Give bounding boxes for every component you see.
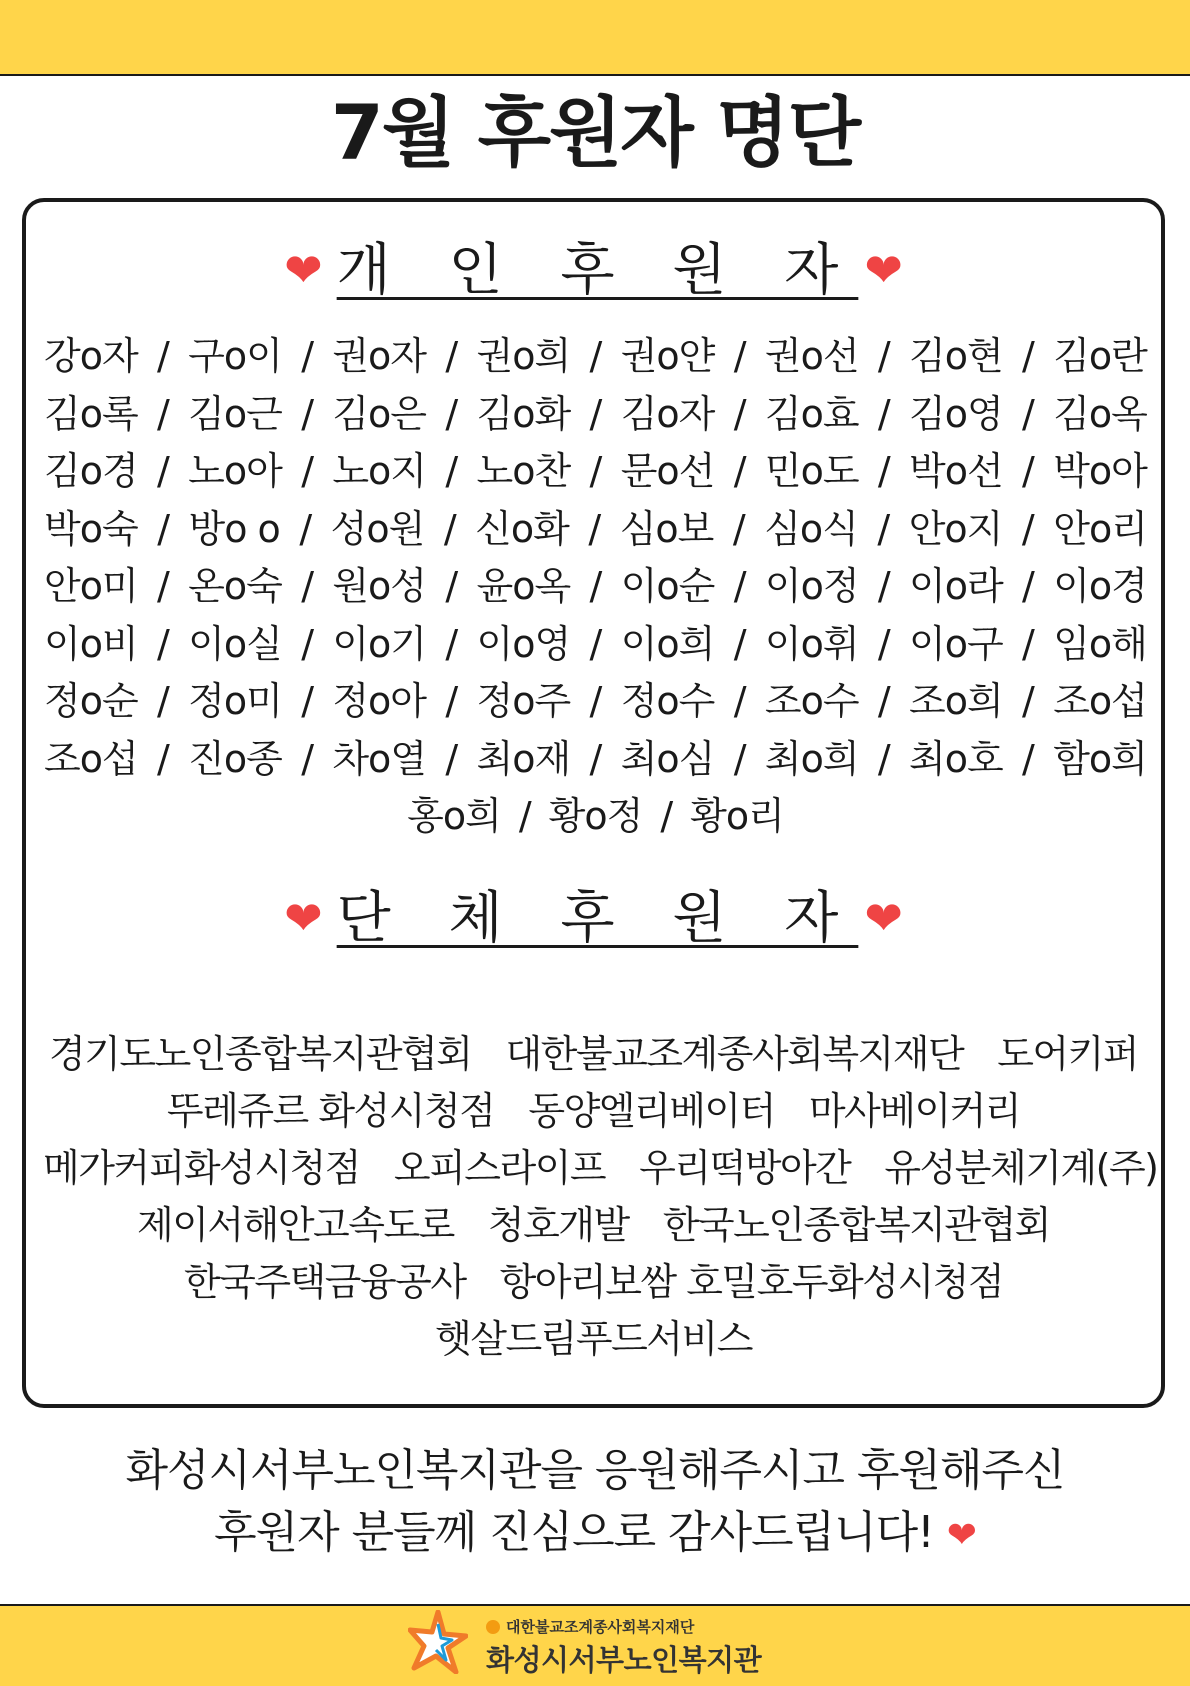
donor-name: 이o희 [620,621,715,666]
separator: / [589,679,602,723]
org-name: 도어키퍼 [997,1032,1139,1076]
donor-row [44,558,1147,616]
org-name: 우리떡방아간 [639,1146,851,1190]
heart-icon: ❤ [284,890,323,945]
separator: / [733,679,746,723]
page-title: 7월 후원자 명단 [330,88,860,177]
donor-name: 성o원 [330,506,425,551]
org-name: 오피스라이프 [393,1146,606,1190]
donor-name: 노o지 [332,449,427,493]
separator: / [157,564,169,608]
separator: / [301,564,313,608]
separator: / [301,449,313,493]
org-line [26,1311,1161,1368]
donor-name: 이o라 [909,564,1003,608]
donor-name: 이o휘 [764,621,859,666]
separator: / [301,736,313,781]
separator: / [445,449,458,493]
donor-name: 최o심 [620,736,715,781]
donor-name: 최o호 [909,736,1003,781]
separator: / [877,449,890,493]
donor-name: 민o도 [764,449,859,493]
donor-row [44,673,1147,731]
donor-name: 정o주 [476,679,571,723]
org-name: 경기도노인종합복지관협회 [48,1032,472,1076]
heart-icon: ❤ [946,1515,976,1556]
donor-name: 권o자 [332,334,427,378]
donor-name: 최o재 [476,736,571,781]
donor-name: 김o영 [909,391,1003,436]
donor-name: 이o정 [764,564,859,608]
separator: / [589,736,602,781]
separator: / [1022,334,1034,378]
donor-list-box [22,198,1165,1408]
donor-name: 황o리 [690,794,784,838]
separator: / [660,794,673,838]
donor-name: 조o섭 [44,736,138,781]
separator: / [733,621,746,666]
separator: / [877,334,890,378]
donor-name: 원o성 [332,564,427,608]
donor-name: 김o경 [44,449,138,493]
donor-name: 김o은 [332,391,427,436]
org-name: 한국주택금융공사 [183,1260,466,1304]
organization-heading [26,884,1161,957]
separator: / [1021,506,1034,551]
separator: / [157,679,169,723]
separator: / [445,679,458,723]
donor-name: 임o해 [1053,621,1147,666]
separator: / [445,391,458,436]
separator: / [443,506,456,551]
footer-foundation [486,1616,694,1637]
org-name: 메가커피화성시청점 [43,1146,360,1190]
separator: / [588,506,601,551]
donor-name: 최o희 [764,736,859,781]
separator: / [589,391,602,436]
donor-name: 심o식 [764,506,858,551]
separator: / [445,564,458,608]
donor-name: 김o자 [620,391,715,436]
donor-name: 박o숙 [44,506,138,551]
separator: / [157,391,169,436]
org-line [26,1197,1161,1254]
donor-name: 구o이 [188,334,282,378]
separator: / [1022,736,1034,781]
donor-name: 이o비 [44,621,138,666]
separator: / [445,621,458,666]
donor-name: 김o근 [188,391,282,436]
donor-row [44,788,1147,846]
separator: / [733,334,746,378]
donor-row [44,443,1147,501]
separator: / [1022,564,1034,608]
heart-icon: ❤ [284,242,323,297]
donor-name: 이o영 [476,621,571,666]
org-name: 대한불교조계종사회복지재단 [505,1032,964,1076]
donor-name: 조o희 [909,679,1003,723]
donor-row [44,328,1147,386]
org-line [26,1026,1161,1083]
separator: / [518,794,531,838]
donor-name: 황o정 [548,794,643,838]
separator: / [157,334,169,378]
thanks-message [0,1440,1190,1567]
donor-name: 이o실 [188,621,282,666]
donor-name: 정o순 [44,679,138,723]
thanks-line-2 [0,1502,1190,1567]
donor-name: 권o얀 [620,334,715,378]
individual-donor-list [44,328,1147,846]
org-name: 뚜레쥬르 화성시청점 [166,1089,495,1133]
separator: / [1022,679,1034,723]
donor-row [44,386,1147,444]
donor-row [44,616,1147,674]
donor-row [44,731,1147,789]
separator: / [877,391,890,436]
separator: / [732,506,745,551]
separator: / [589,334,602,378]
separator: / [1022,449,1034,493]
donor-name: 권o선 [764,334,859,378]
separator: / [877,736,890,781]
separator: / [589,449,602,493]
organization-heading-text: 단 체 후 원 자 [336,886,859,951]
org-line [26,1083,1161,1140]
star-logo-icon [408,1610,468,1674]
donor-name: 방o o [188,506,280,551]
org-name: 햇살드림푸드서비스 [435,1317,752,1361]
separator: / [301,391,313,436]
donor-name: 조o섭 [1053,679,1147,723]
donor-name: 이o구 [909,621,1003,666]
donor-name: 함o희 [1053,736,1147,781]
donor-name: 강o자 [44,334,138,378]
donor-name: 진o종 [188,736,282,781]
individual-heading [26,236,1161,309]
donor-name: 노o아 [188,449,282,493]
separator: / [157,449,169,493]
separator: / [157,506,169,551]
separator: / [301,679,313,723]
separator: / [877,679,890,723]
org-name: 제이서해안고속도로 [136,1203,454,1247]
top-banner [0,0,1190,76]
separator: / [1022,621,1034,666]
separator: / [445,334,458,378]
footer-org-name: 화성시서부노인복지관 [486,1643,762,1677]
donor-name: 심o보 [619,506,714,551]
donor-name: 이o기 [332,621,427,666]
donor-name: 안o지 [908,506,1003,551]
donor-name: 정o미 [188,679,282,723]
donor-name: 차o열 [332,736,427,781]
footer-foundation-text: 대한불교조계종사회복지재단 [506,1618,695,1636]
separator: / [445,736,458,781]
foundation-emblem-icon [486,1620,500,1634]
donor-name: 조o수 [764,679,859,723]
heart-icon: ❤ [864,242,903,297]
org-name: 청호개발 [487,1203,629,1247]
org-name: 한국노인종합복지관협회 [662,1203,1050,1247]
donor-name: 김o효 [764,391,859,436]
donor-row [44,501,1147,559]
individual-heading-text: 개 인 후 원 자 [336,238,859,303]
donor-name: 김o현 [909,334,1003,378]
donor-name: 온o숙 [188,564,282,608]
donor-name: 홍o희 [407,794,501,838]
separator: / [299,506,312,551]
org-line [26,1254,1161,1311]
donor-name: 안o미 [44,564,138,608]
heart-icon: ❤ [864,890,903,945]
separator: / [877,506,890,551]
org-name: 동양엘리베이터 [528,1089,775,1133]
separator: / [733,736,746,781]
donor-name: 박o아 [1053,449,1147,493]
donor-name: 이o순 [620,564,715,608]
donor-name: 신o화 [475,506,569,551]
donor-name: 박o선 [909,449,1003,493]
separator: / [301,621,313,666]
donor-name: 이o경 [1053,564,1147,608]
donor-name: 정o아 [332,679,427,723]
organization-donor-list [26,1026,1161,1368]
donor-name: 김o란 [1053,334,1147,378]
separator: / [733,391,746,436]
donor-name: 김o록 [44,391,138,436]
separator: / [301,334,313,378]
donor-name: 노o찬 [476,449,571,493]
separator: / [877,621,890,666]
donor-name: 윤o옥 [476,564,571,608]
separator: / [1022,391,1034,436]
separator: / [733,449,746,493]
thanks-line-1: 화성시서부노인복지관을 응원해주시고 후원해주신 [125,1445,1065,1496]
separator: / [877,564,890,608]
separator: / [589,621,602,666]
donor-name: 문o선 [620,449,715,493]
donor-name: 정o수 [620,679,715,723]
org-name: 항아리보쌈 호밀호두화성시청점 [499,1260,1004,1304]
donor-name: 김o화 [476,391,571,436]
org-line [26,1140,1161,1197]
separator: / [157,736,169,781]
separator: / [589,564,602,608]
org-name: 유성분체기계(주) [884,1146,1158,1190]
donor-name: 김o옥 [1053,391,1147,436]
thanks-line-2-text: 후원자 분들께 진심으로 감사드립니다! [214,1507,934,1558]
donor-name: 안o리 [1053,506,1147,551]
separator: / [157,621,169,666]
separator: / [733,564,746,608]
org-name: 마사베이커리 [808,1089,1021,1133]
donor-name: 권o희 [476,334,571,378]
